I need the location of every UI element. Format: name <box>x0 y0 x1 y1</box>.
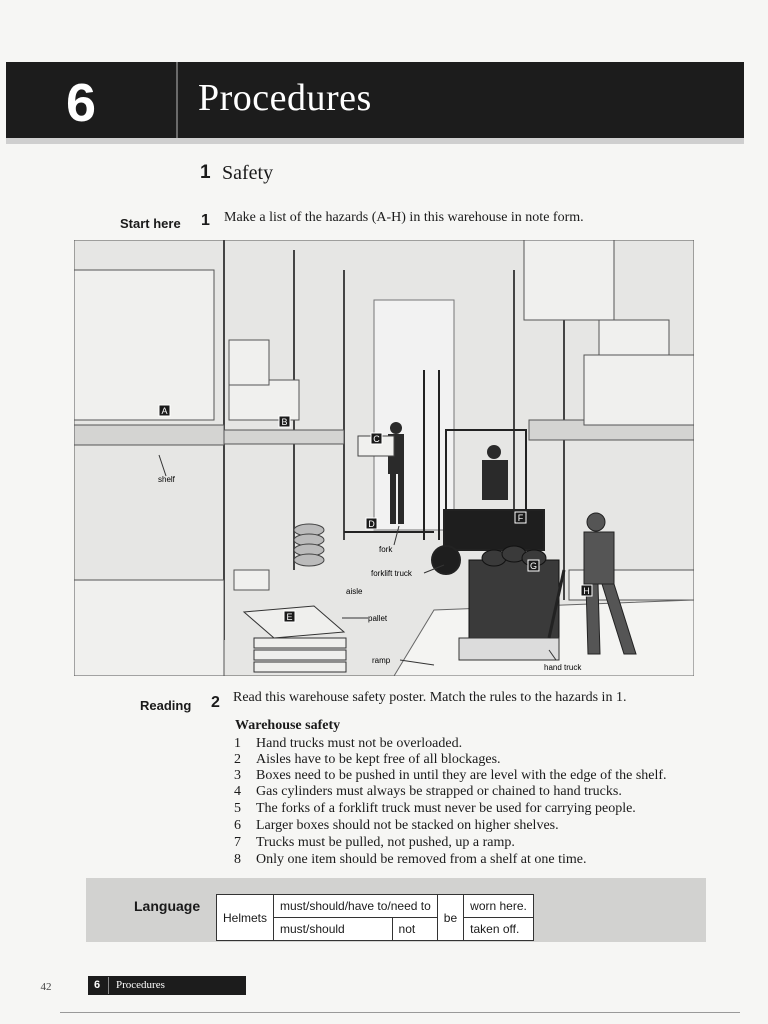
rule-number: 5 <box>234 801 241 816</box>
language-label: Language <box>134 898 201 914</box>
footer-divider <box>108 977 109 994</box>
rule-item <box>234 736 462 752</box>
svg-text:B: B <box>281 417 288 427</box>
rule-item <box>234 801 636 817</box>
svg-text:A: A <box>161 406 168 416</box>
rule-number: 4 <box>234 784 241 799</box>
footer-unit-number: 6 <box>94 979 101 991</box>
unit-title: Procedures <box>198 77 372 119</box>
svg-text:F: F <box>517 513 524 523</box>
section-number: 1 <box>200 162 211 183</box>
page-number: 42 <box>40 981 52 993</box>
hazard-marker-b <box>279 416 290 427</box>
svg-text:C: C <box>373 434 380 444</box>
rule-item <box>234 818 559 834</box>
rule-number: 2 <box>234 752 241 767</box>
unit-banner <box>6 62 744 138</box>
modal-bottom-cell: must/should <box>274 918 393 941</box>
label-shelf: shelf <box>158 475 175 484</box>
rule-text: Trucks must be pulled, not pushed, up a ramp. <box>256 835 515 850</box>
bottom-rule <box>60 1012 740 1013</box>
rule-text: Boxes need to be pushed in until they are level with the edge of the shelf. <box>256 768 667 783</box>
svg-text:E: E <box>286 612 293 622</box>
unit-number: 6 <box>66 73 97 133</box>
ending-bottom-cell: taken off. <box>464 918 534 941</box>
banner-divider <box>176 62 178 138</box>
hazard-marker-f <box>515 512 526 523</box>
svg-text:H: H <box>583 586 590 596</box>
rule-text: Only one item should be removed from a shelf at one time. <box>256 852 587 867</box>
rule-item <box>234 852 586 868</box>
task2-number: 2 <box>211 694 220 711</box>
subject-cell: Helmets <box>217 895 274 941</box>
label-aisle: aisle <box>346 587 363 596</box>
label-forklift-truck: forklift truck <box>371 569 412 578</box>
section-title: Safety <box>222 162 274 184</box>
footer-bar <box>88 976 246 995</box>
rule-number: 3 <box>234 768 241 783</box>
hazard-marker-a <box>159 405 170 416</box>
negation-cell: not <box>392 918 437 941</box>
rule-number: 8 <box>234 852 241 867</box>
rule-item <box>234 768 667 784</box>
reading-label: Reading <box>140 698 192 713</box>
task1-instruction: Make a list of the hazards (A-H) in this warehouse in note form. <box>224 210 584 225</box>
label-hand-truck: hand truck <box>544 663 582 672</box>
rule-text: Aisles have to be kept free of all blockages. <box>256 752 501 767</box>
start-here-label: Start here <box>120 216 181 231</box>
verb-cell: be <box>437 895 463 941</box>
footer-unit-title: Procedures <box>116 979 165 991</box>
rule-item <box>234 752 501 768</box>
label-pallet: pallet <box>368 614 388 623</box>
hazard-marker-d <box>366 518 377 529</box>
rule-text: Larger boxes should not be stacked on higher shelves. <box>256 818 559 833</box>
ending-top-cell: worn here. <box>464 895 534 918</box>
language-table <box>216 894 534 941</box>
rule-number: 7 <box>234 835 241 850</box>
hazard-marker-g <box>528 560 539 571</box>
label-ramp: ramp <box>372 656 391 665</box>
rule-item <box>234 784 622 800</box>
rule-text: Hand trucks must not be overloaded. <box>256 736 463 751</box>
hazard-marker-h <box>581 585 592 596</box>
task2-instruction: Read this warehouse safety poster. Match the rules to the hazards in 1. <box>233 690 627 705</box>
warehouse-illustration <box>74 240 694 676</box>
rule-number: 6 <box>234 818 241 833</box>
label-fork: fork <box>379 545 393 554</box>
rule-text: The forks of a forklift truck must never be used for carrying people. <box>256 801 636 816</box>
task1-number: 1 <box>201 212 210 229</box>
hazard-marker-e <box>284 611 295 622</box>
svg-text:G: G <box>529 561 538 571</box>
rule-item <box>234 835 515 851</box>
rule-number: 1 <box>234 736 241 751</box>
svg-text:D: D <box>368 519 375 529</box>
poster-title: Warehouse safety <box>235 718 341 733</box>
hazard-marker-c <box>371 433 382 444</box>
banner-underline <box>6 138 744 144</box>
modal-top-cell: must/should/have to/need to <box>274 895 438 918</box>
rule-text: Gas cylinders must always be strapped or chained to hand trucks. <box>256 784 622 799</box>
